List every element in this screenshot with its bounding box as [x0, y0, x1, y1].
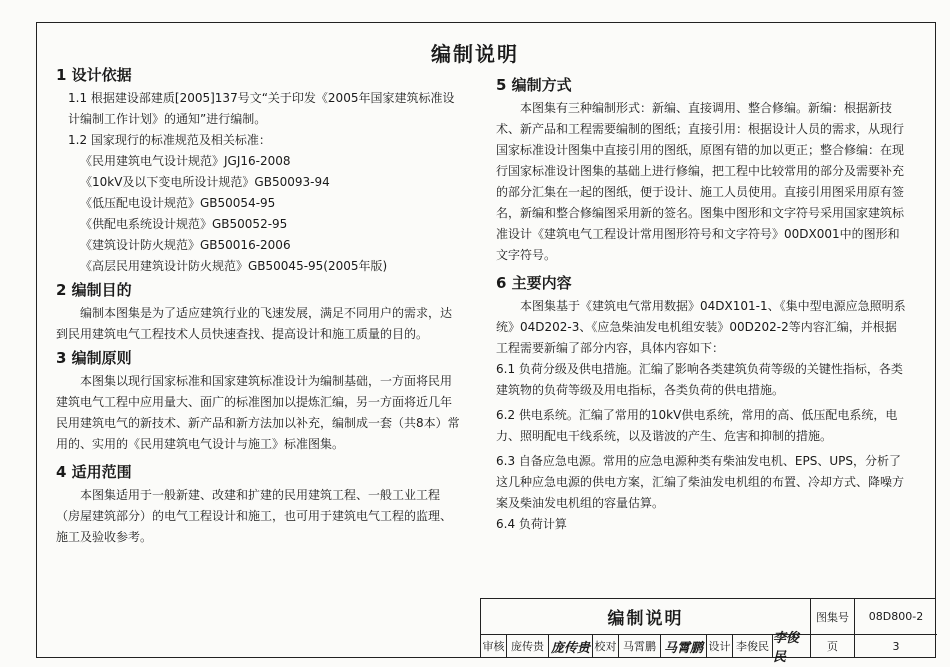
basis-p1: 1.1 根据建设部建质[2005]137号文“关于印发《2005年国家建筑标准设计编制工作计划》的通知”进行编制。	[68, 91, 455, 126]
checker-signature: 马霄鹏	[661, 635, 707, 657]
principle-text: 本图集以现行国家标准和国家建筑标准设计为编制基础，一方面将民用建筑电气工程中应用量大、面广的标准图加以提炼汇编，另一方面将近几年民用建筑电气的新技术、新产品和新方法加以补充，编制成一套（共8本）常用的、实用的《民用建筑电气设计与施工》标准图集。	[56, 374, 460, 451]
standard-item: 《民用建筑电气设计规范》JGJ16-2008	[80, 154, 291, 168]
scope-text: 本图集适用于一般新建、改建和扩建的民用建筑工程、一般工业工程（房屋建筑部分）的电气工程设计和施工，也可用于建筑电气工程的监理、施工及验收参考。	[56, 488, 453, 544]
atlas-number: 08D800-2	[855, 599, 937, 635]
standard-item: 《高层民用建筑设计防火规范》GB50045-95(2005年版)	[80, 259, 388, 273]
page-number: 3	[892, 639, 900, 653]
left-column	[56, 62, 460, 548]
section-purpose-heading: 2 编制目的	[56, 281, 132, 299]
content-item: 6.1 负荷分级及供电措施。汇编了影响各类建筑负荷等级的关键性指标，各类建筑物的负荷等级及用电指标，各类负荷的供电措施。	[496, 362, 903, 397]
design-label: 设计	[707, 635, 733, 657]
checker-name: 马霄鹏	[619, 635, 661, 657]
content-item: 6.3 自备应急电源。常用的应急电源种类有柴油发电机、EPS、UPS，分析了这几种应急电源的供电方案，汇编了柴油发电机组的布置、冷却方式、降噪方案及柴油发电机组的容量估算。	[496, 454, 905, 510]
designer-name: 李俊民	[733, 635, 773, 657]
standard-item: 《建筑设计防火规范》GB50016-2006	[80, 238, 291, 252]
check-label: 校对	[593, 635, 619, 657]
content-item: 6.2 供电系统。汇编了常用的10kV供电系统，常用的高、低压配电系统，电力、照明配电干线系统，以及谐波的产生、危害和抑制的措施。	[496, 408, 898, 443]
section-scope-heading: 4 适用范围	[56, 463, 132, 481]
standard-item: 《供配电系统设计规范》GB50052-95	[80, 217, 288, 231]
method-text: 本图集有三种编制形式：新编、直接调用、整合修编。新编：根据新技术、新产品和工程需要编制的图纸；直接引用：根据设计人员的需求，从现行国家标准设计图集中直接引用的图纸，原图有错的加以更正；整合修编：在现行国家标准设计图集的基础上进行修编，把工程中比较常用的部分及需要补充的部分汇集在一起的图纸，便于设计、施工人员使用。直接引用图采用原有签名，新编和整合修编图采用新的签名。图集中图形和文字符号采用国家建筑标准设计《建筑电气工程设计常用图形符号和文字符号》00DX001中的图形和文字符号。	[496, 101, 905, 262]
basis-p2: 1.2 国家现行的标准规范及相关标准：	[68, 133, 271, 147]
right-column	[496, 72, 908, 535]
standard-item: 《低压配电设计规范》GB50054-95	[80, 196, 276, 210]
content-item: 6.4 负荷计算	[496, 517, 567, 531]
page-title: 编制说明	[431, 42, 519, 66]
reviewer-signature: 庞传贵	[549, 635, 593, 657]
signature-row	[481, 631, 937, 665]
atlas-number-label: 图集号	[811, 599, 855, 635]
section-content-heading: 6 主要内容	[496, 274, 572, 292]
purpose-text: 编制本图集是为了适应建筑行业的飞速发展，满足不同用户的需求，达到民用建筑电气工程技术人员快速查找、提高设计和施工质量的目的。	[56, 306, 453, 341]
reviewer-name: 庞传贵	[507, 635, 549, 657]
section-basis-heading: 1 设计依据	[56, 66, 132, 84]
standard-item: 《10kV及以下变电所设计规范》GB50093-94	[80, 175, 330, 189]
designer-signature: 李俊民	[773, 635, 811, 657]
content-intro: 本图集基于《建筑电气常用数据》04DX101-1、《集中型电源应急照明系统》04D202-3、《应急柴油发电机组安装》00D202-2等内容汇编，并根据工程需要新编了部分内容，具体内容如下：	[496, 299, 906, 355]
title-block-title: 编制说明	[481, 599, 811, 635]
section-method-heading: 5 编制方式	[496, 76, 572, 94]
title-block	[480, 598, 936, 665]
section-principle-heading: 3 编制原则	[56, 349, 132, 367]
page-label: 页	[811, 635, 855, 657]
review-label: 审核	[481, 635, 507, 657]
